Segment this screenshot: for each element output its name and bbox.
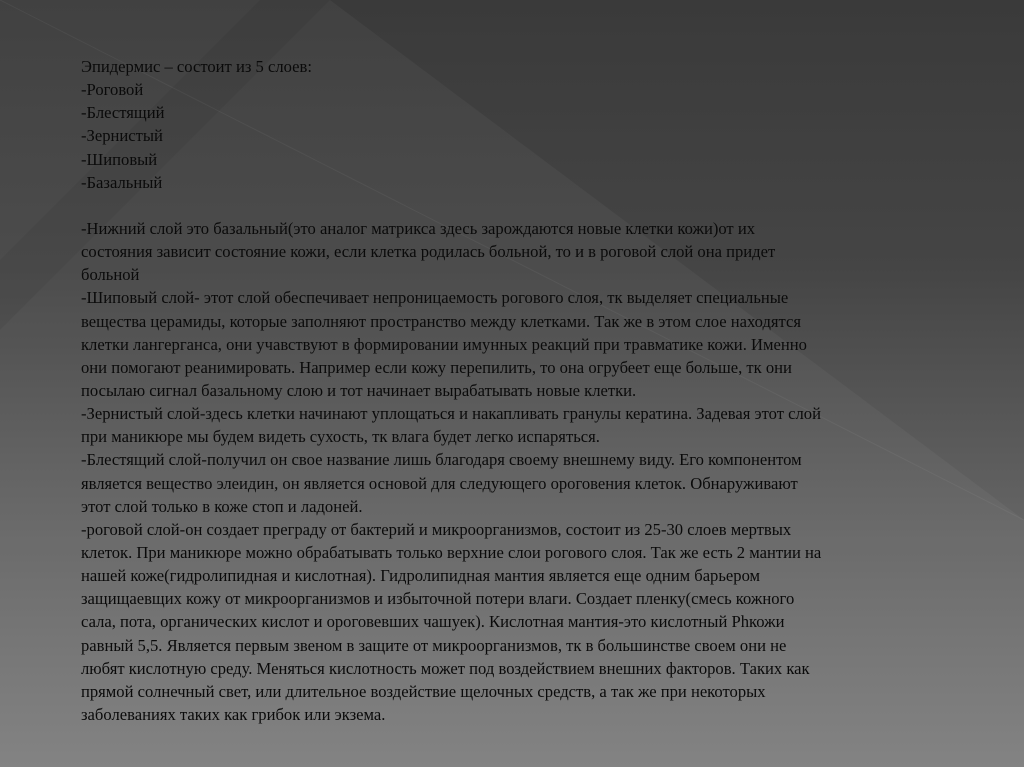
body-line-16: нашей коже(гидролипидная и кислотная). Гидролипидная мантия является еще одним барьером (81, 566, 761, 586)
layer-item-1: -Роговой (81, 80, 144, 100)
body-line-2: состояния зависит состояние кожи, если клетка родилась больной, то и в роговой слой она придет (81, 242, 776, 262)
body-line-22: заболеваниях таких как грибок или экзема. (81, 704, 386, 724)
body-line-3: больной (81, 265, 140, 285)
body-line-19: равный 5,5. Является первым звеном в защите от микроорганизмов, тк в большинстве своем они не (81, 635, 787, 655)
layer-item-5: -Базальный (81, 172, 163, 192)
body-line-12: является вещество элеидин, он является основой для следующего ороговения клеток. Обнаруживают (81, 473, 798, 493)
body-line-4: -Шиповый слой- этот слой обеспечивает непроницаемость рогового слоя, тк выделяет специальные (81, 288, 789, 308)
body-line-21: прямой солнечный свет, или длительное воздействие щелочных средств, а так же при некоторых (81, 681, 766, 701)
body-line-15: клеток. При маникюре можно обрабатывать только верхние слои рогового слоя. Так же есть 2 мантии на (81, 542, 822, 562)
body-line-10: при маникюре мы будем видеть сухость, тк влага будет легко испаряться. (81, 427, 600, 447)
body-line-20: любят кислотную среду. Меняться кислотность может под воздействием внешних факторов. Таких как (81, 658, 810, 678)
body-line-8: посылаю сигнал базальному слою и тот начинает вырабатывать новые клетки. (81, 380, 637, 400)
body-line-9: -Зернистый слой-здесь клетки начинают уплощаться и накапливать гранулы кератина. Задевая этот слой (81, 404, 821, 424)
body-line-13: этот слой только в коже стоп и ладоней. (81, 496, 363, 516)
body-line-6: клетки лангерганса, они учавствуют в формировании имунных реакций при травматике кожи. Именно (81, 334, 807, 354)
slide-heading: Эпидермис – состоит из 5 слоев: (81, 57, 312, 76)
body-line-18: сала, пота, органических кислот и ороговевших чашуек). Кислотная мантия-это кислотный Phкожи (81, 612, 785, 632)
layer-item-2: -Блестящий (81, 103, 165, 123)
layer-item-4: -Шиповый (81, 149, 158, 169)
body-line-7: они помогают реанимировать. Например если кожу перепилить, то она огрубеет еще больше, тк они (81, 357, 792, 377)
body-line-17: защищаевщих кожу от микроорганизмов и избыточной потери влаги. Создает пленку(смесь кожного (81, 589, 795, 609)
body-line-1: -Нижний слой это базальный(это аналог матрикса здесь зарождаются новые клетки кожи)от их (81, 218, 756, 238)
layer-item-3: -Зернистый (81, 126, 163, 146)
body-line-5: вещества церамиды, которые заполняют пространство между клетками. Так же в этом слое находятся (81, 311, 802, 331)
slide-text-block (81, 55, 981, 726)
body-line-11: -Блестящий слой-получил он свое название лишь благодаря своему внешнему виду. Его компонентом (81, 450, 802, 470)
paragraph-spacer (81, 194, 981, 217)
body-line-14: -роговой слой-он создает преграду от бактерий и микроорганизмов, состоит из 25-30 слоев мертвых (81, 519, 792, 539)
